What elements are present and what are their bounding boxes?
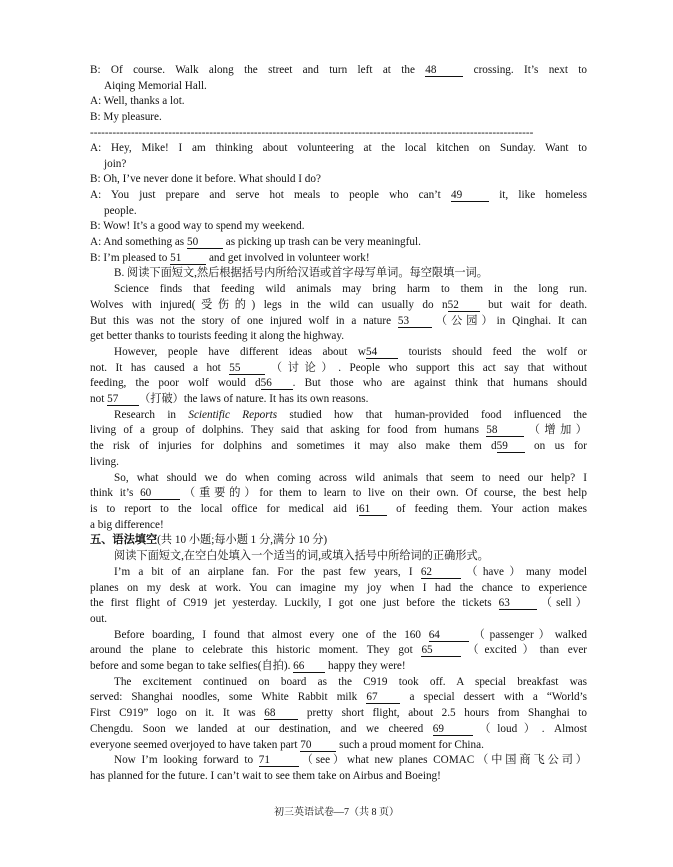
answer-blank-69[interactable]: 69 — [433, 723, 473, 736]
text-line: feeding, the poor wolf would d56 . But those who are against think that humans should — [90, 377, 587, 390]
text-line: Wolves with injured(受伤的) legs in the wild can usually do n52 but wait for death. — [90, 298, 587, 311]
text-line: living. — [90, 455, 119, 468]
answer-blank-71[interactable]: 71 — [259, 754, 299, 767]
text-line: join? — [104, 157, 127, 170]
text-line: But this was not the story of one injured wolf in a nature 53 （公园）in Qinghai. It can — [90, 314, 587, 327]
journal-title: Scientific Reports — [188, 408, 278, 421]
answer-blank-66[interactable]: 66 — [293, 660, 325, 673]
part-b-instruction: B. 阅读下面短文,然后根据括号内所给汉语或首字母写单词。每空限填一词。 — [114, 267, 488, 280]
answer-blank-64[interactable]: 64 — [429, 629, 469, 642]
answer-blank-52[interactable]: 52 — [448, 299, 480, 312]
emphasized-text — [251, 550, 273, 562]
text-line: B: Of course. Walk along the street and turn left at the 48 crossing. It’s next to — [90, 64, 587, 76]
text-line: has planned for the future. I can’t wait to see them take on Airbus and Boeing! — [90, 769, 441, 782]
exam-page — [90, 63, 587, 785]
text-line: B: My pleasure. — [90, 111, 162, 124]
section5-instruction: 阅读下面短文,在空白处填入一个适当的词,或填入括号中所给词的正确形式。 — [114, 550, 489, 563]
answer-blank-48[interactable]: 48 — [425, 64, 463, 77]
text-line: around the plane to celebrate this historic moment. They got 65 （excited）than ever — [90, 644, 587, 657]
dialogue-section-1 — [90, 63, 587, 126]
text-line: First C919” logo on it. It was 68 pretty short flight, about 2.5 hours from Shanghai to — [90, 707, 587, 720]
text-line: A: Well, thanks a lot. — [90, 95, 185, 108]
emphasis-char: 一 — [251, 550, 263, 563]
paragraph-first-line: Research in Scientific Reports studied how that human-provided food influenced the — [114, 408, 587, 421]
answer-blank-61[interactable]: 61 — [359, 503, 387, 516]
section5-title: 五、语法填空 — [90, 534, 158, 547]
answer-blank-55[interactable]: 55 — [229, 362, 265, 375]
text-line: B: Oh, I’ve never done it before. What should I do? — [90, 173, 321, 186]
section5-header — [90, 533, 587, 549]
answer-blank-59[interactable]: 59 — [497, 440, 525, 453]
text-line: served: Shanghai noodles, some White Rabbit milk 67 a special dessert with a “World’s — [90, 691, 587, 704]
answer-blank-68[interactable]: 68 — [264, 707, 298, 720]
text-line: planes on my desk at work. You can imagine my joy when I had the chance to experience — [90, 581, 587, 594]
text-line: not 57 （打破）the laws of nature. It has its own reasons. — [90, 393, 369, 406]
emphasis-char: 个 — [262, 550, 274, 563]
text-line: before and some began to take selfies(自拍). 66 happy they were! — [90, 660, 406, 673]
answer-blank-65[interactable]: 65 — [421, 644, 461, 657]
text-line: Chengdu. Soon we landed at our destination, and we cheered 69 （loud）. Almost — [90, 722, 587, 735]
emphasis-char: 一 — [454, 267, 466, 280]
emphasis-char: 限 — [431, 267, 444, 280]
text-line: living of a group of dolphins. They said that asking for food from humans 58 （增加） — [90, 424, 587, 437]
page-footer: 初三英语试卷—7（共 8 页） — [274, 807, 399, 818]
text-line: Aiqing Memorial Hall. — [104, 79, 207, 92]
reading-passage-b — [90, 282, 587, 533]
text-line: the first flight of C919 jet yesterday. Luckily, I got one just before the tickets 63 （sell） — [90, 597, 587, 610]
answer-blank-58[interactable]: 58 — [486, 424, 524, 437]
text-line: out. — [90, 612, 108, 625]
answer-blank-54[interactable]: 54 — [366, 346, 398, 359]
text-line: A: Hey, Mike! I am thinking about volunteering at the local kitchen on Sunday. Want to — [90, 141, 587, 154]
answer-blank-56[interactable]: 56 — [261, 377, 293, 390]
text-line: is to report to the local office for medical aid i61 of feeding them. Your action makes — [90, 502, 587, 515]
text-line: not. It has caused a hot 55 （讨论）. People who support this act say that without — [90, 361, 587, 374]
answer-blank-62[interactable]: 62 — [421, 566, 461, 579]
answer-blank-63[interactable]: 63 — [499, 597, 537, 610]
emphasized-text — [432, 267, 466, 279]
text-line: A: And something as 50 as picking up trash can be very meaningful. — [90, 236, 421, 249]
answer-blank-70[interactable]: 70 — [300, 739, 336, 752]
paragraph-first-line: Now I’m looking forward to 71 （see）what new planes COMAC（中国商飞公司） — [114, 754, 587, 767]
text-line: B: Wow! It’s a good way to spend my weekend. — [90, 220, 305, 233]
paragraph-first-line: Before boarding, I found that almost every one of the 160 64 （passenger）walked — [114, 628, 587, 641]
paragraph-first-line: The excitement continued on board as the C919 took off. A special breakfast was — [114, 675, 587, 688]
answer-blank-53[interactable]: 53 — [398, 315, 432, 328]
answer-blank-51[interactable]: 51 — [170, 252, 206, 265]
section5-note: (共 10 小题;每小题 1 分,满分 10 分) — [157, 534, 328, 547]
dialogue-section-2 — [90, 141, 587, 267]
paragraph-first-line: So, what should we do when coming across wild animals that seem to need our help? I — [114, 471, 587, 484]
paragraph-first-line: Science finds that feeding wild animals may bring harm to them in the long run. — [114, 283, 587, 296]
text-line: people. — [104, 204, 137, 217]
section-divider: ----------------------------------------------------------------------------------------------------------------------- — [90, 126, 534, 139]
grammar-passage — [90, 565, 587, 785]
answer-blank-67[interactable]: 67 — [366, 691, 400, 704]
answer-blank-50[interactable]: 50 — [187, 236, 223, 249]
text-line: a big difference! — [90, 518, 164, 531]
text-line: the risk of injuries for dolphins and sometimes it may also make them d59 on us for — [90, 440, 587, 453]
text-line: A: You just prepare and serve hot meals to people who can’t 49 it, like homeless — [90, 188, 587, 201]
text-line: think it’s 60 （重要的）for them to learn to live on their own. Of course, the best help — [90, 487, 587, 500]
answer-blank-57[interactable]: 57 — [107, 393, 139, 406]
text-line: get better thanks to tourists feeding it along the highway. — [90, 330, 345, 343]
text-line: B: I’m pleased to 51 and get involved in volunteer work! — [90, 251, 370, 264]
emphasis-char: 填 — [443, 267, 455, 280]
text-line: everyone seemed overjoyed to have taken part 70 such a proud moment for China. — [90, 738, 484, 751]
paragraph-first-line: However, people have different ideas about w54 tourists should feed the wolf or — [114, 345, 587, 358]
paragraph-first-line: I’m a bit of an airplane fan. For the past few years, I 62 （have）many model — [114, 565, 587, 578]
answer-blank-60[interactable]: 60 — [140, 487, 180, 500]
answer-blank-49[interactable]: 49 — [451, 189, 489, 202]
